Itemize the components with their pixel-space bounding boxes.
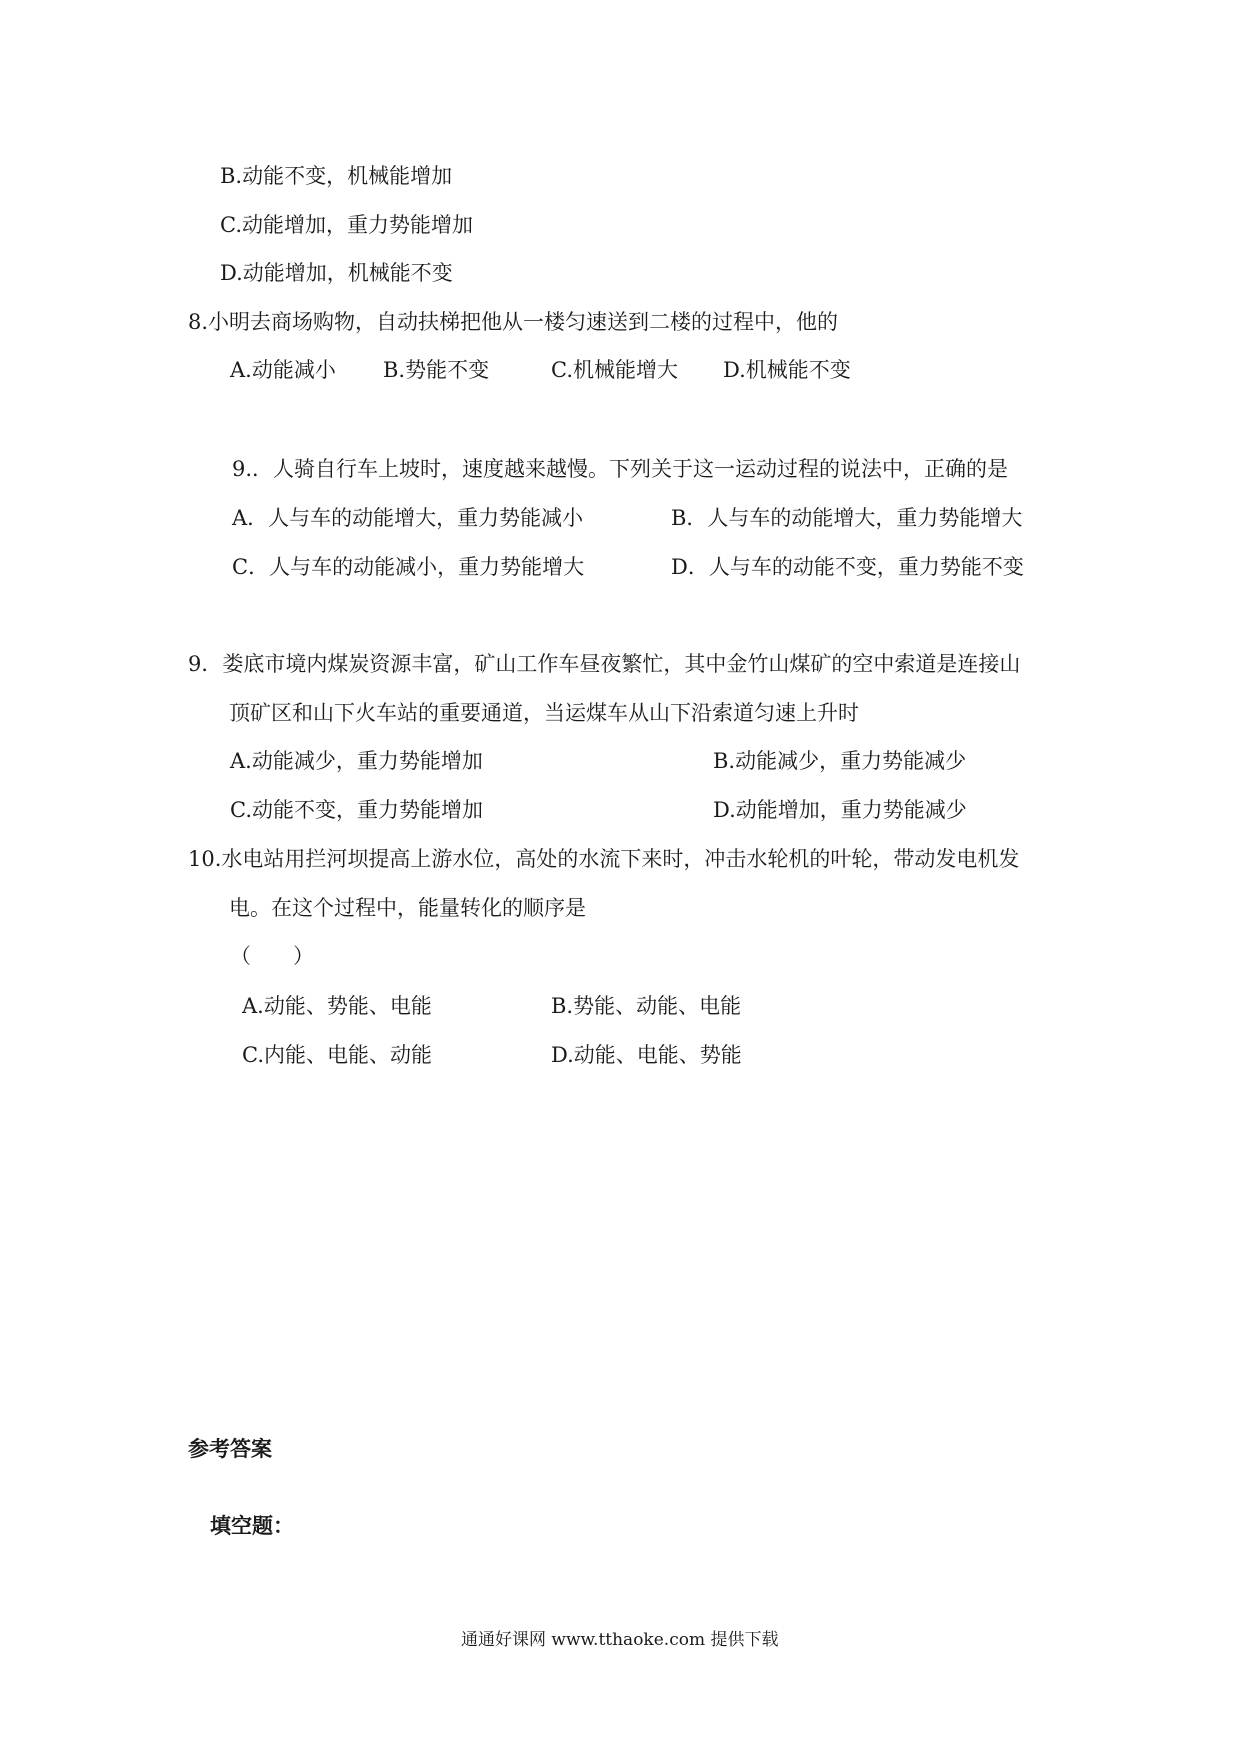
q10-answer-blank: （ ）	[230, 944, 314, 968]
q9a-option-b: B．人与车的动能增大，重力势能增大	[671, 506, 1023, 530]
q10-option-c: C.内能、电能、动能	[242, 1043, 432, 1067]
q9a-option-c: C．人与车的动能减小，重力势能增大	[232, 555, 585, 579]
q10-option-b: B.势能、动能、电能	[551, 994, 742, 1018]
q9b-option-b: B.动能减少，重力势能减少	[713, 749, 967, 773]
q9b-stem-line1: 9．娄底市境内煤炭资源丰富，矿山工作车昼夜繁忙，其中金竹山煤矿的空中索道是连接山	[188, 652, 1021, 676]
q9b-option-c: C.动能不变，重力势能增加	[230, 798, 483, 822]
q8-option-b: B.势能不变	[383, 358, 490, 382]
q9b-option-a: A.动能减少，重力势能增加	[230, 749, 483, 773]
q9b-stem-line2: 顶矿区和山下火车站的重要通道，当运煤车从山下沿索道匀速上升时	[229, 701, 859, 725]
q10-stem-line1: 10.水电站用拦河坝提高上游水位，高处的水流下来时，冲击水轮机的叶轮，带动发电机发	[188, 847, 1020, 871]
q9a-option-a: A．人与车的动能增大，重力势能减小	[232, 506, 584, 530]
q7-option-c: C.动能增加，重力势能增加	[220, 213, 473, 237]
q10-option-d: D.动能、电能、势能	[551, 1043, 742, 1067]
q10-option-a: A.动能、势能、电能	[242, 994, 432, 1018]
q9a-option-d: D．人与车的动能不变，重力势能不变	[671, 555, 1024, 579]
q7-option-d: D.动能增加，机械能不变	[220, 261, 453, 285]
answers-subheading: 填空题：	[210, 1514, 294, 1538]
footer-text: 通通好课网 www.tthaoke.com 提供下载	[461, 1630, 779, 1650]
answers-heading: 参考答案	[188, 1437, 272, 1461]
q7-option-b: B.动能不变，机械能增加	[220, 164, 453, 188]
q9b-option-d: D.动能增加，重力势能减少	[713, 798, 967, 822]
q10-stem-line2: 电。在这个过程中，能量转化的顺序是	[229, 896, 586, 920]
q8-stem: 8.小明去商场购物，自动扶梯把他从一楼匀速送到二楼的过程中，他的	[188, 310, 839, 334]
q8-option-a: A.动能减小	[230, 358, 336, 382]
q9a-stem: 9.．人骑自行车上坡时，速度越来越慢。下列关于这一运动过程的说法中，正确的是	[232, 457, 1009, 481]
q8-option-c: C.机械能增大	[551, 358, 678, 382]
q8-option-d: D.机械能不变	[723, 358, 851, 382]
